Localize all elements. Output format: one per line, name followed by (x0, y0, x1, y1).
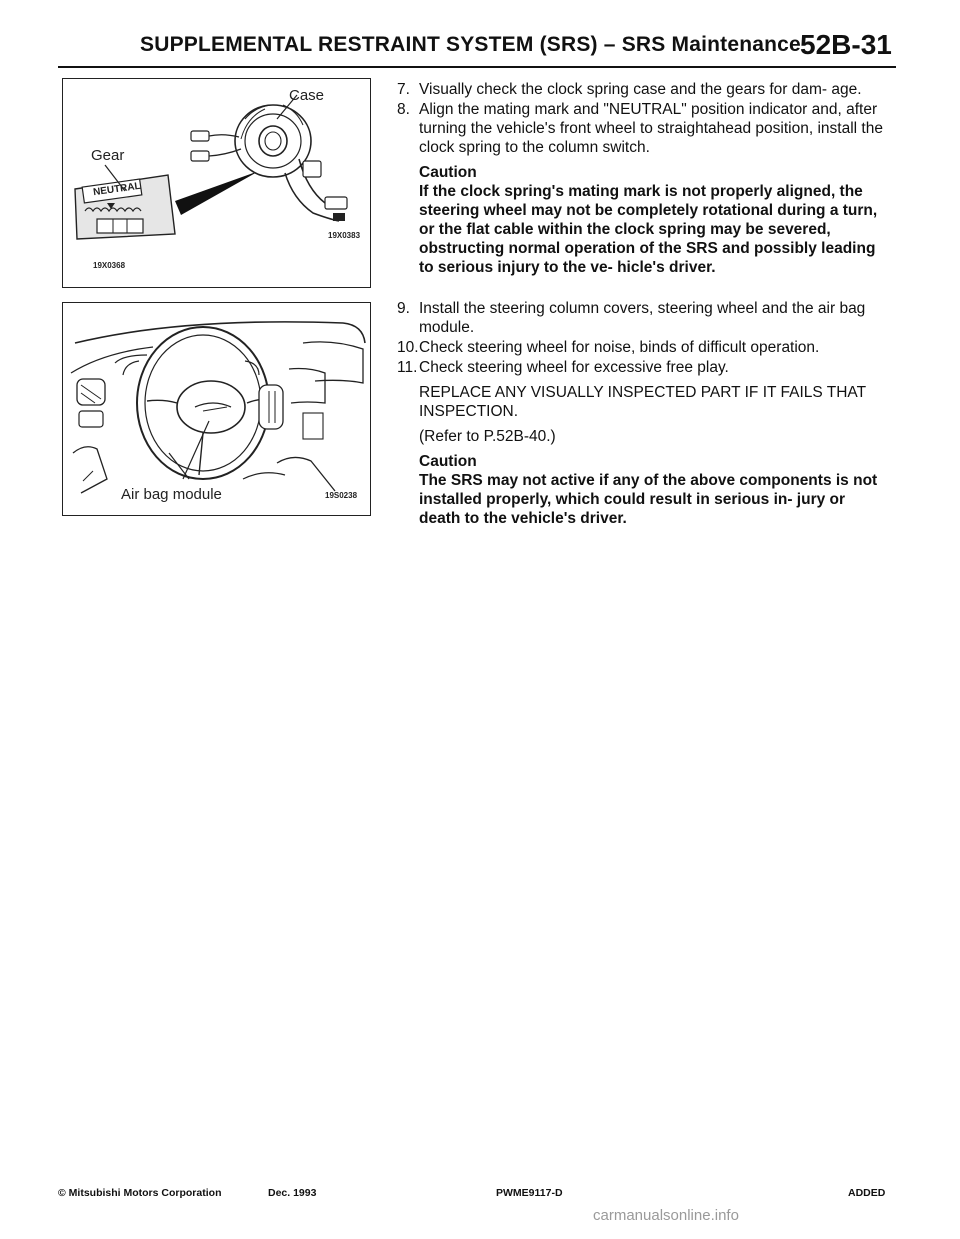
step-number: 7. (397, 81, 410, 98)
footer-status: ADDED (848, 1187, 886, 1199)
header-rule (58, 66, 896, 68)
caution-heading: Caution (419, 453, 477, 470)
step-number: 11. (397, 359, 418, 376)
clock-spring-figure (62, 78, 371, 288)
neutral-label: NEUTRAL (92, 180, 142, 199)
footer-copyright: © Mitsubishi Motors Corporation (58, 1187, 222, 1199)
step-number: 8. (397, 101, 410, 118)
figure-code-right: 19X0383 (328, 231, 361, 240)
dashboard-illustration (63, 303, 370, 515)
step-number: 9. (397, 300, 410, 317)
watermark: carmanualsonline.info (593, 1207, 739, 1224)
footer-doc-id: PWME9117-D (496, 1187, 563, 1199)
caution-text: If the clock spring's mating mark is not properly aligned, the steering wheel may not be completely rotational during a turn, or the flat cable within the clock spring may be severed, obstructing normal operation of the SRS and possibly leading to serious injury to the ve- hicle's driver. (419, 183, 878, 276)
step-9 (397, 299, 887, 337)
figure-code-left: 19X0368 (93, 261, 126, 270)
gear-label: Gear (91, 147, 125, 164)
reference-note: (Refer to P.52B-40.) (419, 428, 556, 445)
clock-spring-illustration (63, 79, 370, 287)
footer-date: Dec. 1993 (268, 1187, 317, 1199)
step-text: Check steering wheel for excessive free play. (419, 359, 729, 376)
steering-wheel-figure (62, 302, 371, 516)
caution-text: The SRS may not active if any of the above components is not installed properly, which could result in serious in- jury or death to the vehicle's driver. (419, 472, 878, 527)
caution-heading: Caution (419, 164, 477, 181)
step-text: Install the steering column covers, steering wheel and the air bag module. (419, 300, 866, 336)
step-11 (397, 358, 887, 377)
case-label: Case (289, 87, 325, 104)
step-number: 10. (397, 339, 419, 356)
step-7 (397, 80, 887, 99)
procedure-text (397, 80, 887, 528)
airbag-module-label: Air bag module (121, 486, 222, 503)
step-10 (397, 338, 887, 357)
step-text: Align the mating mark and "NEUTRAL" position indicator and, after turning the vehicle's front wheel to straightahead position, install the clock spring to the column switch. (419, 101, 883, 156)
page-code: 52B-31 (800, 29, 892, 60)
page-header-title: SUPPLEMENTAL RESTRAINT SYSTEM (SRS) – SRS Maintenance (140, 33, 801, 56)
step-text: Check steering wheel for noise, binds of difficult operation. (419, 339, 820, 356)
step-text: Visually check the clock spring case and the gears for dam- age. (419, 81, 862, 98)
replace-notice: REPLACE ANY VISUALLY INSPECTED PART IF IT FAILS THAT INSPECTION. (419, 384, 866, 420)
step-8 (397, 100, 887, 157)
figure-code: 19S0238 (325, 491, 358, 500)
